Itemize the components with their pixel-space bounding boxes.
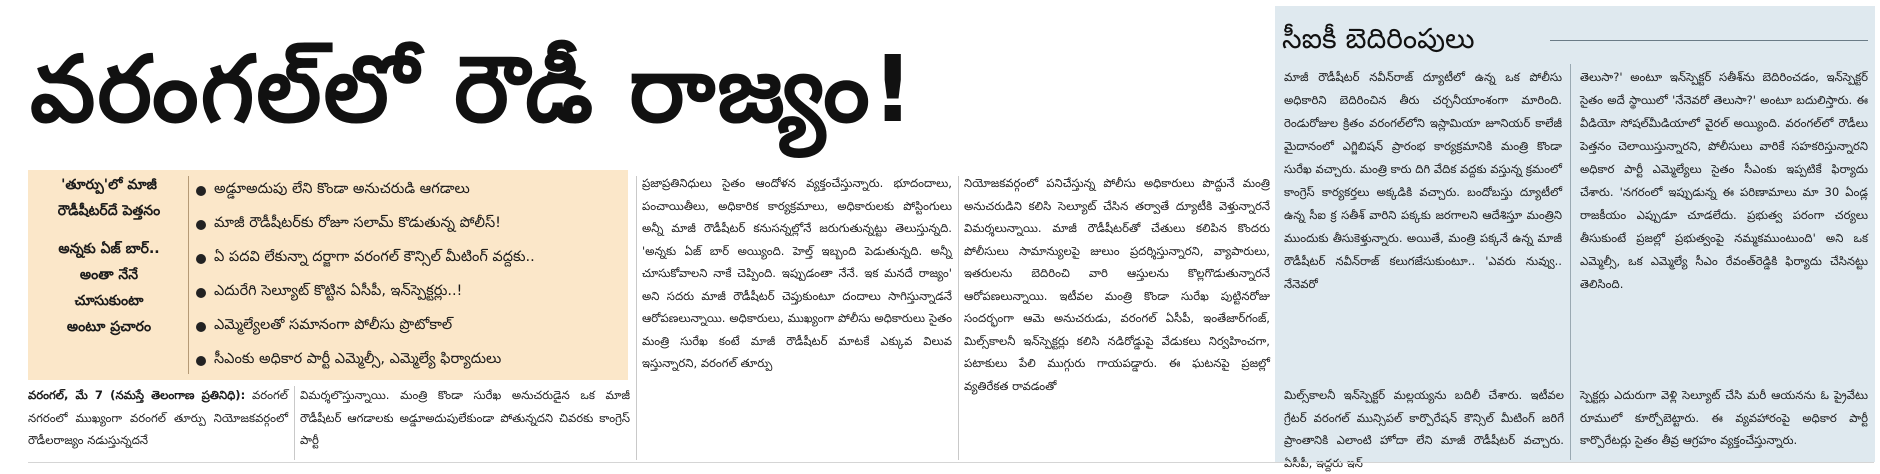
highlight-item [196,344,626,378]
article-column-5-text: మిల్స్‌కాలనీ ఇన్‌స్పెక్టర్ మల్లయ్యను బదిలీ చేశారు. ఇటీవల గ్రేటర్ వరంగల్ మున్సిపల్ కార్పొరేషన్ కౌన్సిల్ మీటింగ్ జరిగే ప్రాంతానికి ఎలాంటి హోదా లేని మాజీ రౌడీషీటర్ వచ్చారు. ఏసీపీ, ఇద్దరు ఇన్ [1284,388,1564,470]
highlights-labels [34,172,184,378]
highlight-item [196,208,626,242]
headline: వరంగల్‌లో రౌడీ రాజ్యం! [30,36,916,143]
column-divider [636,176,637,460]
bullet-icon [196,220,206,230]
highlight-text: అడ్డూఅదుపు లేని కొండా అనుచరుడి ఆగడాలు [214,181,470,197]
highlight-text: మాజీ రౌడీషీటర్‌కు రోజూ సలామ్ కొడుతున్న పోలీస్! [214,215,501,231]
bottom-rule [28,462,1874,463]
bullet-icon [196,288,206,298]
highlight-item [196,242,626,276]
article-column-1 [28,384,288,460]
highlight-item [196,310,626,344]
highlight-label: అన్నకు ఏజ్ బార్.. [58,241,160,257]
highlight-label: చూసుకుంటా [74,293,144,309]
article-column-3-text: ప్రజాప్రతినిధులు సైతం ఆందోళన వ్యక్తంచేస్తున్నారు. భూదందాలు, పంచాయితీలు, అధికారిక కార్యక్రమాలు, అధికారులకు పోస్టింగులు అన్నీ మాజీ రౌడీషీటర్ కనుసన్నల్లోనే జరుగుతున్నట్టు తెలుస్తున్నది. 'అన్నకు ఏజ్ బార్ అయ్యింది. హెల్త్ ఇబ్బంది పెడుతున్నది. అన్నీ చూసుకోవాలని నాకే చెప్పింది. ఇప్పుడంతా నేనే. ఇక మనదే రాజ్యం' అని సదరు మాజీ రౌడీషీటర్ చెప్తుకుంటూ దందాలు సాగిస్తున్నాడనే ఆరోపణలున్నాయి. అధికారులు, ముఖ్యంగా పోలీసు అధికారులు సైతం మంత్రి సురేఖ కంటే మాజీ రౌడీషీటర్ మాటకే ఎక్కువ విలువ ఇస్తున్నారని, వరంగల్ తూర్పు [642,176,952,370]
highlight-label: అంటూ ప్రచారం [66,319,152,335]
article-column-5 [1284,384,1564,470]
sidebar-title: సీఐకీ బెదిరింపులు [1282,22,1475,55]
article-column-4 [964,172,1270,460]
sidebar-column-divider [1570,64,1571,460]
bullet-icon [196,356,206,366]
highlight-text: ఏ పదవి లేకున్నా దర్జాగా వరంగల్ కౌన్సిల్ మీటింగ్ వద్దకు.. [214,249,535,265]
article-column-2 [300,384,630,460]
bullet-icon [196,254,206,264]
highlight-text: సీఎంకు అధికార పార్టీ ఎమ్మెల్సీ, ఎమ్మెల్యే ఫిర్యాదులు [214,351,502,367]
highlight-item [196,174,626,208]
column-divider [294,386,295,460]
highlight-label: అంతా నేనే [79,267,139,283]
article-column-6-text: స్పెక్టర్లు ఎదురుగా వెళ్లి సెల్యూట్ చేసి మరీ ఆయనను ఓ ప్రైవేటు రూములో కూర్చోబెట్టారు. ఈ వ్యవహారంపై అధికార పార్టీ కార్పొరేటర్లు సైతం తీవ్ర ఆగ్రహం వ్యక్తంచేస్తున్నారు. [1580,388,1868,447]
highlights-divider [188,176,189,374]
sidebar-column-1-text: మాజీ రౌడీషీటర్ నవీన్‌రాజ్ ద్యూటీలో ఉన్న ఒక పోలీసు అధికారిని బెదిరించిన తీరు చర్చనీయాంశంగా మారింది. రెండురోజుల క్రితం వరంగల్‌లోని ఇస్లామియా జూనియర్ కాలేజీ మైదానంలో ఎగ్జిబిషన్ ప్రారంభ కార్యక్రమానికి మంత్రి కొండా సురేఖ వచ్చారు. మంత్రి కారు దిగి వేదిక వద్దకు వస్తున్న క్రమంలో కాంగ్రెస్ కార్యకర్తలు అక్కడికి వచ్చారు. బందోబస్తు ద్యూటీలో ఉన్న సీఐ క్ర సతీశ్ వారిని పక్కకు జరగాలని ఆదేశిస్తూ మంత్రిని ముందుకు తీసుకెళ్తున్నారు. అయితే, మంత్రి పక్కనే ఉన్న మాజీ రౌడీషీటర్ నవీన్‌రాజ్ కలుగజేసుకుంటూ.. 'ఎవరు నువ్వు.. నేనెవరో [1284,70,1562,291]
article-column-1-body: వరంగల్ నగరంలో ముఖ్యంగా వరంగల్ తూర్పు నియోజకవర్గంలో రౌడీలరాజ్యం నడుస్తున్నదనే [28,388,288,447]
highlight-text: ఎమ్మెల్యేలతో సమానంగా పోలీసు ప్రొటోకాల్ [214,317,453,333]
highlight-item [196,276,626,310]
article-column-2-text: విమర్శలొస్తున్నాయి. మంత్రి కొండా సురేఖ అనుచరుడైన ఒక మాజీ రౌడీషీటర్ ఆగడాలకు అడ్డూఅదుపులేకుండా పోతున్నదని చివరకు కాంగ్రెస్ పార్టీ [300,388,630,447]
highlights-list [196,174,626,378]
bullet-icon [196,322,206,332]
article-column-1-text [28,384,288,452]
article-column-6 [1580,384,1868,460]
sidebar-column-2-text: తెలుసా?' అంటూ ఇన్‌స్పెక్టర్ సతీశ్‌ను బెదిరించడం, ఇన్‌స్పెక్టర్ సైతం అదే స్థాయిలో 'నేనెవరో తెలుసా?' అంటూ బదులిస్తారు. ఈ వీడియో సోషల్‌మీడియాలో వైరల్ అయ్యింది. వరంగల్‌లో రౌడీలు పెత్తనం చెలాయిస్తున్నారని, పోలీసులు వారికే సహకరిస్తున్నారని అధికార పార్టీ ఎమ్మెల్యేలు సైతం సీఎంకు ఇప్పటికే ఫిర్యాదు చేశారు. 'నగరంలో ఇప్పుడున్న ఈ పరిణామాలు మా 30 ఏండ్ల రాజకీయం ఎప్పుడూ చూడలేదు. ప్రభుత్వ పరంగా చర్యలు తీసుకుంటే ప్రజల్లో ప్రభుత్వంపై నమ్మకముంటుంది' అని ఒక ఎమ్మెల్సీ, ఒక ఎమ్మెల్యే సీఎం రేవంత్‌రెడ్డికి ఫిర్యాదు చేసినట్టు తెలిసింది. [1580,70,1868,291]
sidebar-title-rule [1550,40,1868,41]
highlight-text: ఎదురేగి సెల్యూట్ కొట్టిన ఏసీపీ, ఇన్‌స్పెక్టర్లు..! [214,283,463,299]
column-divider [958,176,959,460]
highlight-label: 'తూర్పు'లో మాజీ [61,177,157,193]
article-column-4-text: నియోజకవర్గంలో పనిచేస్తున్న పోలీసు అధికారులు పొద్దునే మంత్రి అనుచరుడిని కలిసి సెల్యూట్ చేసిన తర్వాతే ద్యూటీకి వెళ్తున్నారనే విమర్శలున్నాయి. మాజీ రౌడీషీటర్‌తో చేతులు కలిపిన కొందరు పోలీసులు సామాన్యులపై జులుం ప్రదర్శిస్తున్నారని, వ్యాపారులు, ఇతరులను బెదిరించి వారి ఆస్తులను కొల్లగొడుతున్నారనే ఆరోపణలున్నాయి. ఇటీవల మంత్రి కొండా సురేఖ పుట్టినరోజు సందర్భంగా ఆమె అనుచరుడు, వరంగల్ ఏసీపీ, ఇంతేజార్‌గంజ్, మిల్స్‌కాలనీ ఇన్‌స్పెక్టర్లు కలిసి నడిరోడ్డుపై వేడుకలు నిర్వహించగా, పటాకులు పేలి ముగ్గురు గాయపడ్డారు. ఈ ఘటనపై ప్రజల్లో వ్యతిరేకత రావడంతో [964,176,1270,393]
article-column-3 [642,172,952,460]
highlight-label: రౌడీషీటర్‌దే పెత్తనం [57,203,161,219]
bullet-icon [196,186,206,196]
dateline: వరంగల్, మే 7 (నమస్తే తెలంగాణ ప్రతినిధి): [28,388,246,402]
highlight-label-spacer [34,224,184,236]
